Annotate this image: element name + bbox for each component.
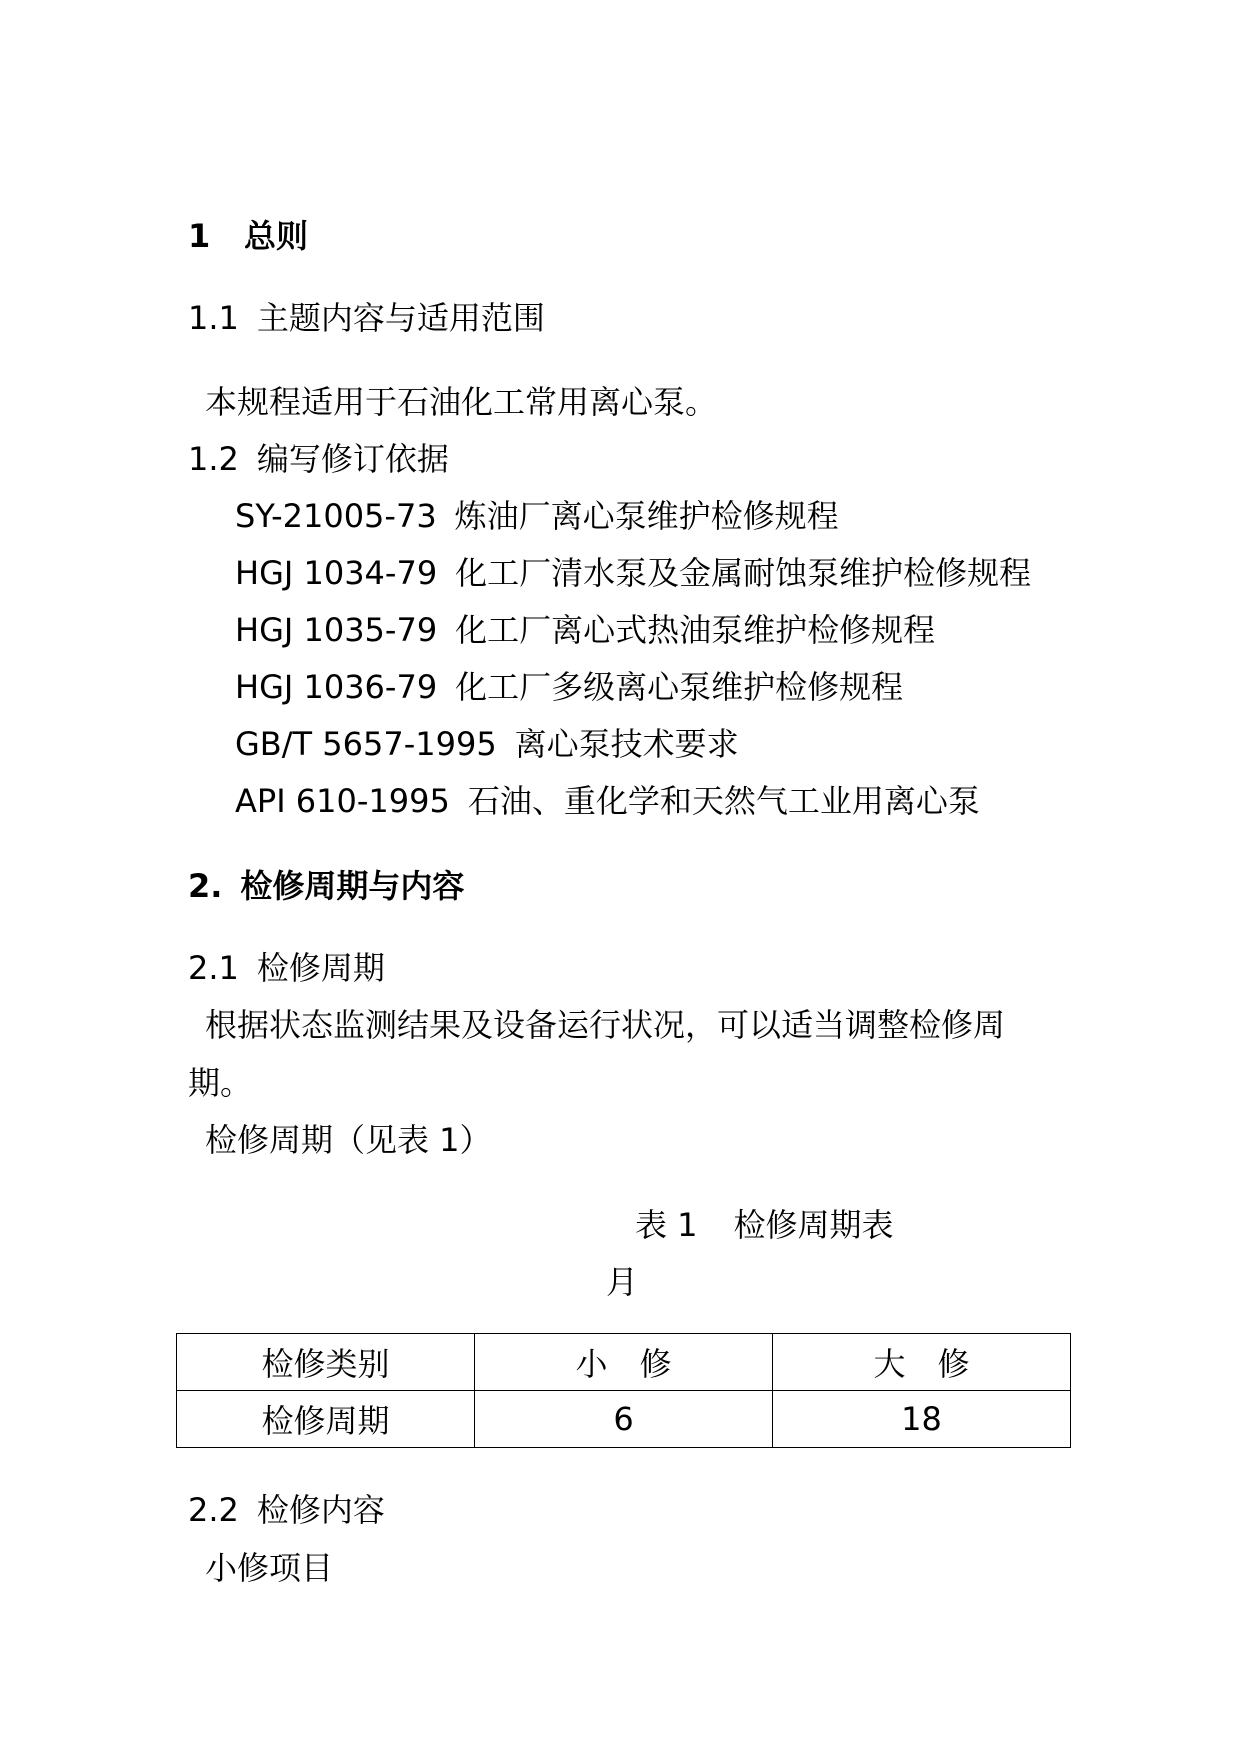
subsection-number: 2.2: [188, 1491, 239, 1529]
reference-code: GB/T 5657-1995: [235, 725, 497, 763]
subsection-title: 编写修订依据: [256, 440, 449, 478]
table-cell: 检修周期: [177, 1391, 475, 1448]
reference-item: [235, 610, 935, 650]
reference-item: [235, 553, 1031, 593]
reference-title: 石油、重化学和天然气工业用离心泵: [467, 782, 980, 820]
reference-title: 化工厂离心式热油泵维护检修规程: [455, 611, 936, 649]
subsection-2-1-heading: [188, 948, 385, 988]
subsection-1-2-heading: [188, 439, 449, 479]
subsection-1-1-heading: [188, 298, 545, 338]
table-header-row: [177, 1334, 1071, 1391]
subsection-title: 检修内容: [256, 1491, 385, 1529]
section-2-heading: [188, 866, 464, 906]
section-number: 2.: [188, 867, 223, 905]
reference-item: [235, 496, 839, 536]
minor-repair-items-heading: 小修项目: [205, 1549, 334, 1587]
reference-title: 炼油厂离心泵维护检修规程: [454, 497, 839, 535]
table-caption-label: 表 1: [635, 1206, 698, 1244]
section-title: 总则: [244, 217, 309, 255]
reference-code: HGJ 1034-79: [235, 554, 438, 592]
reference-code: HGJ 1035-79: [235, 611, 438, 649]
subsection-title: 主题内容与适用范围: [256, 299, 545, 337]
table-unit: 月: [606, 1263, 639, 1301]
table-header-cell: 检修类别: [177, 1334, 475, 1391]
reference-code: API 610-1995: [235, 782, 450, 820]
table-caption: [635, 1205, 894, 1245]
table-header-cell: 大 修: [773, 1334, 1071, 1391]
subsection-number: 1.1: [188, 299, 239, 337]
reference-item: [235, 781, 980, 821]
subsection-number: 2.1: [188, 949, 239, 987]
reference-title: 化工厂多级离心泵维护检修规程: [455, 668, 904, 706]
reference-item: [235, 724, 739, 764]
scope-paragraph: 本规程适用于石油化工常用离心泵。: [205, 383, 718, 421]
maintenance-cycle-table: [176, 1333, 1071, 1448]
table-caption-title: 检修周期表: [733, 1206, 894, 1244]
section-number: 1: [188, 217, 211, 255]
section-1-heading: [188, 216, 308, 256]
subsection-number: 1.2: [188, 440, 239, 478]
reference-code: SY-21005-73: [235, 497, 437, 535]
table-header-cell: 小 修: [475, 1334, 773, 1391]
subsection-2-2-heading: [188, 1490, 385, 1530]
reference-title: 离心泵技术要求: [514, 725, 739, 763]
cycle-paragraph-line-1: 根据状态监测结果及设备运行状况，可以适当调整检修周: [205, 1006, 1006, 1044]
table-cell: 18: [773, 1391, 1071, 1448]
subsection-title: 检修周期: [256, 949, 385, 987]
cycle-paragraph-line-2: 期。: [188, 1064, 253, 1102]
section-title: 检修周期与内容: [240, 867, 465, 905]
cycle-table-reference: 检修周期（见表 1）: [205, 1121, 492, 1159]
reference-title: 化工厂清水泵及金属耐蚀泵维护检修规程: [455, 554, 1032, 592]
reference-item: [235, 667, 903, 707]
reference-code: HGJ 1036-79: [235, 668, 438, 706]
table-cell: 6: [475, 1391, 773, 1448]
table-row: [177, 1391, 1071, 1448]
